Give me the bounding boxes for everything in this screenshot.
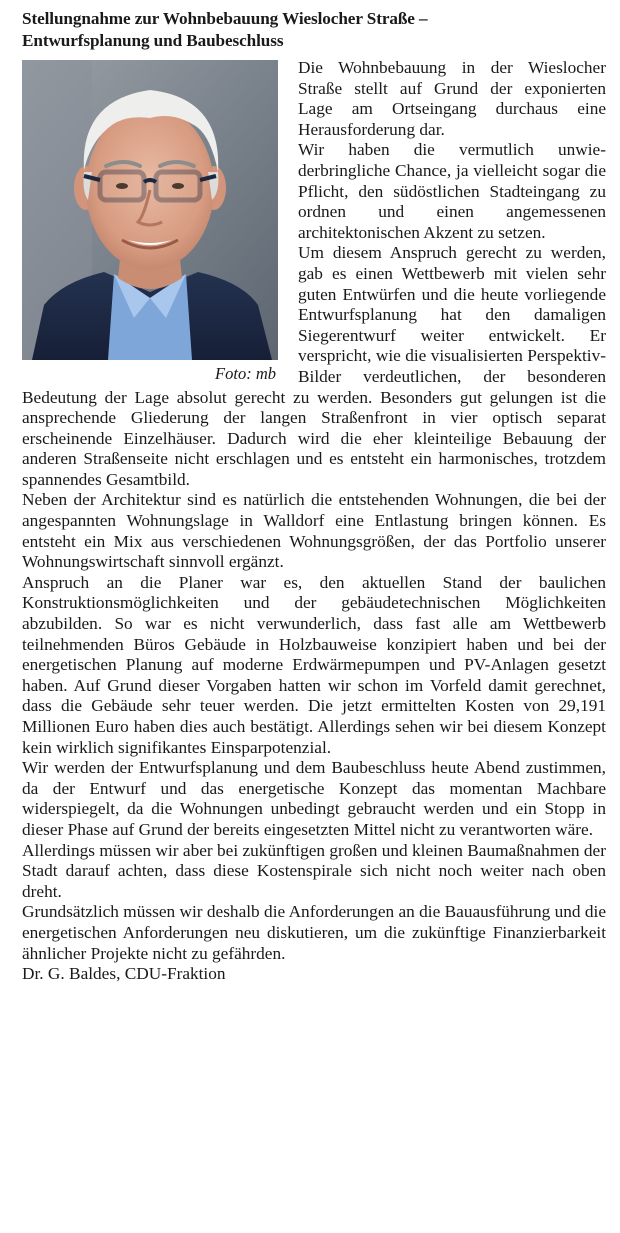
headline-line-1: Stellungnahme zur Wohnbebauung Wieslocher Straße – [22, 9, 428, 28]
headline-line-2: Entwurfsplanung und Baubeschluss [22, 31, 284, 50]
article [22, 8, 606, 985]
paragraph: Um diesem Anspruch gerecht zu werden, gab es einen Wettbewerb mit vielen sehr guten Entwürfen und die heute vorliegende Entwurfsplanung hat den damaligen Siegerentwurf weiter entwickelt. Er verspricht, wie die visualisierten Perspektiv-Bilder verdeutlichen, der besonderen Bedeutung der Lage absolut gerecht zu werden. Besonders gut gelungen ist die ansprechende Gliederung der langen Straßenfront in vier optisch separat erscheinende Einzelhäuser. Dadurch wird die eher kleinteilige Bebauung der anderen Straßenseite nicht erschlagen und es entsteht ein harmonisches, trotzdem spannendes Gesamtbild. [22, 243, 606, 489]
author-signature: Dr. G. Baldes, CDU-Fraktion [22, 964, 226, 984]
paragraph: Allerdings müssen wir aber bei zukünftigen großen und kleinen Baumaßnahmen der Stadt darauf achten, dass diese Kostenspirale sich nicht noch weiter nach oben dreht. [22, 840, 606, 901]
paragraph: Wir haben die vermutlich unwiederbringliche Chance, ja vielleicht sogar die Pflicht, den südöstlichen Stadteingang zu ordnen und einen angemessenen architektonischen Akzent zu setzen. [298, 140, 606, 242]
author-photo [22, 60, 278, 360]
paragraph: Wir werden der Entwurfsplanung und dem Baubeschluss heute Abend zustimmen, da der Entwurf und das energetische Konzept das momentan Machbare widerspiegelt, da die Wohnungen unbedingt gebraucht werden und ein Stopp in dieser Phase auf Grund der bereits eingesetzten Mittel nicht zu verantworten wäre. [22, 758, 606, 839]
paragraph: Anspruch an die Planer war es, den aktuellen Stand der baulichen Konstruktionsmöglichkeiten und der gebäudetechnischen Möglichkeiten abzubilden. So war es nicht verwunderlich, dass fast alle am Wettbewerb teilnehmenden Büros Gebäude in Holzbauweise konzipiert haben und bei der energetischen Planung auf moderne Erdwärmepumpen und PV-Anlagen gesetzt haben. Auf Grund dieser Vorgaben hatten wir schon im Vorfeld damit gerechnet, dass die Gebäude sehr teuer werden. Die jetzt ermittelten Kosten von 29,191 Millionen Euro haben dies auch bestätigt. Allerdings sehen wir bei diesem Konzept kein wirklich signifikantes Einsparpotenzial. [22, 572, 606, 757]
article-headline [22, 8, 606, 52]
paragraph: Die Wohnbebauung in der Wieslocher Straße stellt auf Grund der exponierten Lage am Ortseingang durchaus eine Herausforderung dar. [298, 58, 606, 139]
paragraph: Neben der Architektur sind es natürlich die entstehenden Wohnungen, die bei der angespannten Wohnungslage in Walldorf eine Entlastung bringen können. Es entsteht ein Mix aus verschiedenen Wohnungsgrößen, der das Portfolio unserer Wohnungswirtschaft sinnvoll ergänzt. [22, 490, 606, 572]
photo-figure [22, 60, 278, 384]
photo-caption: Foto: mb [215, 364, 276, 383]
paragraph: Grundsätzlich müssen wir deshalb die Anforderungen an die Bauausführung und die energetischen Anforderungen neu diskutieren, um die zukünftige Finanzierbarkeit ähnlicher Projekte nicht zu gefährden. [22, 902, 606, 963]
article-body [22, 58, 606, 985]
